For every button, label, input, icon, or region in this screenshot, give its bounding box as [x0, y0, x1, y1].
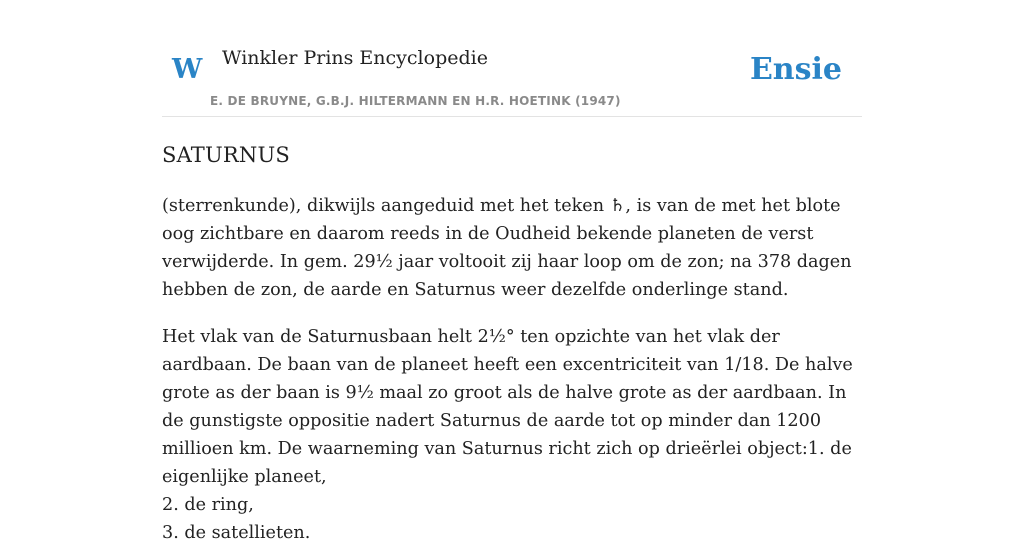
article-paragraph-1: (sterrenkunde), dikwijls aangeduid met het teken ♄, is van de met het blote oog zichtbare en daarom reeds in de Oudheid bekende planeten de verst verwijderde. In gem. 29½ jaar voltooit zij haar loop om de zon; na 378 dagen hebben de zon, de aarde en Saturnus weer dezelfde onderlinge stand.	[162, 196, 852, 300]
winkler-prins-logo[interactable]: W	[172, 54, 203, 85]
article-paragraph-2	[162, 323, 867, 547]
list-item: 2. de ring,	[162, 495, 254, 515]
site-title[interactable]: Winkler Prins Encyclopedie	[222, 47, 488, 69]
article	[162, 138, 867, 547]
article-headword: SATURNUS	[162, 143, 290, 167]
site-header	[162, 0, 862, 117]
authors-byline: E. DE BRUYNE, G.B.J. HILTERMANN EN H.R. HOETINK (1947)	[210, 94, 621, 108]
list-item: 3. de satellieten.	[162, 523, 311, 543]
paragraph-text: Het vlak van de Saturnusbaan helt 2½° ten opzichte van het vlak der aardbaan. De baan van de planeet heeft een excentriciteit van 1/18. De halve grote as der baan is 9½ maal zo groot als de halve grote as der aardbaan. In de gunstigste oppositie nadert Saturnus de aarde tot op minder dan 1200 millioen km. De waarneming van Saturnus richt zich op drieërlei object:1. de eigenlijke planeet,	[162, 327, 853, 487]
ensie-logo-link[interactable]: Ensie	[749, 52, 842, 87]
